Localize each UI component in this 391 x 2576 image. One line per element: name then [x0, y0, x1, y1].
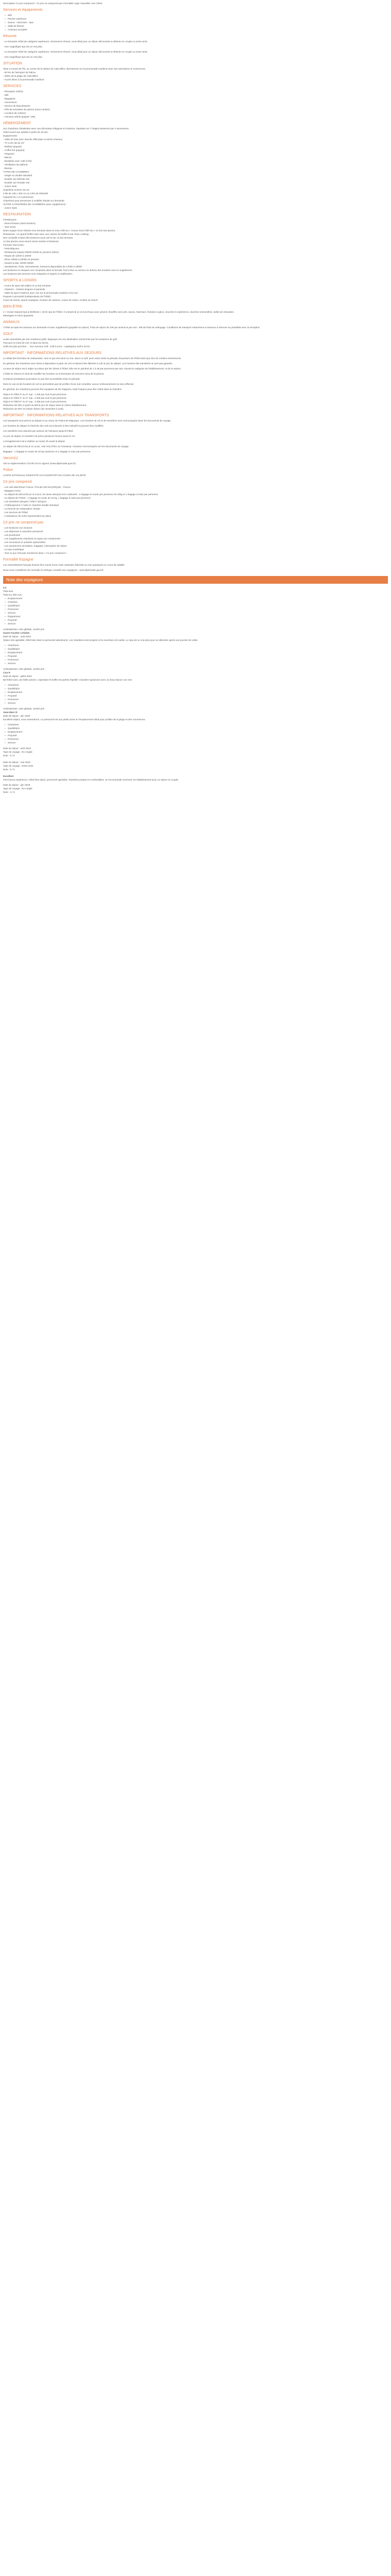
reviews-header-bar: Note des voyageurs	[3, 576, 388, 584]
important1-price: Séjour en hôtel 3* ou 3* sup : 1,10€ par nuit et par personne.	[3, 393, 67, 396]
golf-line: Golfs les plus proches : - Son Servera Golf : Golf à 5 km - Capdepera Golf à 10 km	[3, 345, 90, 348]
necomprend-line: - Les excursions et activités optionnelles	[3, 541, 46, 544]
situation-line: Situé à l'ouest de l'île, au centre de la station de Cala Millor, directement sur la promenade maritime avec ses animations et commerces.	[3, 67, 146, 70]
review-meta: Ambivalentes, note globale, verdict pris	[3, 628, 44, 631]
review-rating: ▪ Service	[8, 701, 388, 705]
hebergement-line: AUTRE CATEGORIES DE CHAMBRES (avec supplément) :	[3, 203, 67, 206]
review-text: Séjour très agréable, hôtel bien situé et personnel attentionné. Les chambres sont propres et la nourriture est variée. Le spa est un vrai plus pour se détendre après une journée de visite.	[3, 639, 198, 641]
comprend-line: - Bagages inclus	[3, 489, 21, 492]
hebergement-line: - Junior Suite	[3, 207, 18, 209]
services2-line: - Réception 24h/24	[3, 90, 23, 93]
review-footer-type: Type de voyage : En couple	[3, 751, 32, 753]
necomprend-line: - Tout ce qui n'est pas mentionné dans « Ce prix comprend »	[3, 552, 67, 554]
review-rating: ▪ Service	[8, 662, 388, 665]
important2-para: Le jour du départ, le transfert est prévu plusieurs heures avant le vol.	[3, 435, 75, 437]
restauration-line: - Restaurant (repas) 09h00-22h00 en pension (dîner)	[3, 251, 59, 253]
page	[0, 0, 391, 794]
important1-price: Séjour en hôtel 5* ou 5* sup : 4,40€ par nuit et par personne.	[3, 400, 67, 403]
review-rating: ▪ Propreté	[8, 694, 388, 698]
important2-para: Les transports sont prévus au départ et au retour de Palma de Majorque. Les horaires de vol et de transferts sont communiqués dans les documents de voyage.	[3, 419, 172, 422]
sports-title: SPORTS & LOISIRS	[3, 279, 37, 282]
review-footer-date: Date du séjour : juin 2019	[3, 784, 30, 786]
important1-para: En général, les chambres sont mises à disposition à partir de 14h et doivent être libérées à 12h le jour du départ. Les horaires des transferts ne sont pas garantis.	[3, 362, 173, 365]
services2-line: - Prêt de serviettes de piscine (sous caution)	[3, 108, 50, 111]
important1-para: Dans le cas où les horaires de vol ne permettent pas de profiter d'une nuit complète, aucun remboursement ne sera effectué.	[3, 383, 135, 385]
restauration-line: Au bar piscine vous seront servis snacks et boissons.	[3, 240, 59, 243]
necomprend-title: Ce prix ne comprend pas	[3, 521, 44, 524]
review-rating: ▪ Qualité/prix	[8, 687, 388, 690]
services2-line: - Location de voitures	[3, 112, 26, 114]
review-rating: ▪ Personnel	[8, 658, 388, 662]
review-rating: ▪ Chambres	[8, 723, 388, 726]
criteria-item: ▪ Propreté	[8, 618, 388, 622]
police-text: CARTE NATIONALE D'IDENTITÉ OU PASSEPORT EN COURS DE VALIDITÉ	[3, 474, 86, 477]
services-item: ▪ Piscine extérieure	[8, 17, 388, 21]
police-title: Police	[3, 468, 13, 472]
sports-line: - Solarium : chaises longues et parasols	[3, 288, 45, 291]
reviews-criteria	[3, 597, 388, 625]
review-card	[3, 628, 388, 665]
hebergement-line: - Peignoirs	[3, 152, 14, 155]
services-item: ▪ Wifi	[8, 13, 388, 17]
sports-line: Payants à proximité (indépendants de l'hôtel) :	[3, 295, 52, 298]
review-rating: ▪ Emplacement	[8, 690, 388, 694]
review-card	[3, 707, 388, 744]
services2-line: - Animaux admis (payant: 10€)	[3, 115, 36, 118]
restauration-title: RESTAURATION	[3, 213, 31, 216]
vaccins-title: Vaccin(s)	[3, 456, 18, 460]
important2-para: L'enregistrement est à réaliser au moins 2h avant le départ.	[3, 440, 66, 443]
review-footer-note: Note : 5 / 5	[3, 754, 15, 757]
formalite-para: Nous vous conseillons de consulter la rubrique conseils aux voyageurs : www.diplomatie.gouv.fr	[3, 569, 104, 571]
comprend-line: - L'assistance de notre représentant sur place	[3, 515, 52, 517]
review-footer-type: Type de voyage : Entre amis	[3, 765, 34, 767]
reviews-count: Total avis	[3, 590, 13, 592]
important1-para: La taxe de séjour est à régler sur place par les clients à l'hôtel. Elle est en général de 1 à 4€ par personne par nuit, suivant la catégorie de l'établissement, et de la saison.	[3, 367, 182, 370]
restauration-line: - Petit-déjeuner	[3, 247, 20, 250]
services-item: ▪ Animaux acceptés	[8, 28, 388, 31]
review-author: Lisa P.	[3, 671, 11, 674]
restauration-line: Notre équipe d'une histoire d'un terrasse dans la zone chill-out « Ocean Soul Chill Out » et d'un bar piscine.	[3, 229, 116, 232]
services-title: Services et équipements	[3, 8, 43, 12]
hebergement-line: Hôtel ouvert aux adultes à partir de 18 ans.	[3, 131, 48, 133]
situation-line: - 250m de la plage de Cala Millor	[3, 75, 38, 77]
important2-title: IMPORTANT - INFORMATIONS RELATIVES AUX TRANSPORTS	[3, 414, 109, 417]
review-rating: ▪ Qualité/prix	[8, 647, 388, 651]
important1-price: Réduction de 50% en basse saison (de novembre à avril).	[3, 408, 64, 410]
review-rating: ▪ Propreté	[8, 734, 388, 737]
review-rating: ▪ Emplacement	[8, 730, 388, 734]
resume-title: Résumé	[3, 35, 17, 38]
hebergement-line: TYPES DE CHAMBRES :	[3, 171, 30, 173]
restauration-line: - Demi-Pension (sans boisson)	[3, 222, 36, 225]
review-footer-date: Date du séjour : mai 2019	[3, 761, 30, 764]
important1-para: En général, les chambres peuvent être équipées de lits d'appoint, mais l'espace peut être réduit dans la chambre.	[3, 388, 122, 391]
hebergement-line: - Junior suite	[3, 185, 17, 188]
services-item: ▪ Sauna - Hammam - Spa	[8, 21, 388, 24]
hebergement-line: - Salle de bain avec douche effet pluie et sèche-cheveux	[3, 138, 63, 141]
hebergement-line: - Double vue latérale mer	[3, 178, 30, 180]
review-rating: ▪ Chambres	[8, 683, 388, 687]
vaccins-text: Voir la réglementation COVID-19 en vigueur (www.diplomatie.gouv.fr)	[3, 462, 76, 465]
services2-line: - Bagagerie	[3, 97, 15, 100]
comprend-line: - Les services de l'hôtel	[3, 511, 28, 514]
restauration-line: Les boissons des services sont indiquées et signés à modification.	[3, 273, 73, 275]
services2-line: - Ascenseurs	[3, 101, 17, 104]
review-ratings	[3, 683, 388, 705]
review-ratings	[3, 723, 388, 744]
review-date: Date de séjour : juillet 2022	[3, 675, 32, 677]
services-item: ▪ Salle de fitness	[8, 24, 388, 28]
resume-para: - Son magnifique spa est un vrai plus.	[3, 45, 43, 48]
comprend-line: - Les vols aller/retour France / PALMA DE MAJORQUE - France	[3, 486, 71, 488]
restauration-line: Restaurant : Un grand buffet varié avec une cuisine de buffet à tout choix cooking.	[3, 233, 89, 235]
sports-line: Cours de tennis, sports nautiques, location de voitures, Caves de Hams, Grottes du Drach.	[3, 299, 99, 301]
situation-title: SITUATION	[3, 62, 22, 65]
hebergement-line: - Minibar (payant)	[3, 145, 22, 148]
animaux-title: ANIMAUX	[3, 320, 20, 324]
reviews-score: 4,2	[3, 586, 7, 589]
review-rating: ▪ Chambres	[8, 643, 388, 647]
review-rating: ▪ Emplacement	[8, 651, 388, 654]
comprend-line: - La formule de restauration choisie	[3, 507, 41, 510]
hebergement-line: Superficie environ 25 m2	[3, 189, 29, 191]
hebergement-line: - TV LCD HD de 43"	[3, 142, 25, 144]
hebergement-line: Equipements :	[3, 134, 19, 137]
important1-price: Séjour en hôtel 4* ou 4* sup : 2,20€ par nuit et par personne.	[3, 397, 67, 399]
hebergement-line: 214 chambres climatisées avec une décoration élégante et moderne, réparties sur 7 étages desservis par 2 ascenseurs.	[3, 127, 129, 130]
review-card	[3, 667, 388, 705]
review-footer-date: Date du séjour : avril 2019	[3, 747, 31, 750]
review-meta: Ambivalentes, note globale, verdict pris	[3, 707, 44, 710]
review-footer-note: Note : 5 / 5	[3, 768, 15, 771]
resume-para: - Le Domaine Hôtel de catégorie supérieure, récemment rénové, vous idéal pour un séjour découverte & détente en couple ou entre amis.	[3, 40, 148, 43]
necomprend-line: - Les assurances annulation, bagages, interruption de séjour	[3, 545, 67, 547]
services2-line: - Service de blanchisserie	[3, 105, 30, 107]
formalite-title: Formalité Espagne	[3, 558, 34, 562]
services2-title: SERVICES	[3, 84, 22, 88]
hebergement-line: Capacité de 1 à 2 personnes	[3, 196, 34, 198]
necomprend-line: - La taxe touristique	[3, 548, 24, 551]
hebergement-title: HÉBERGEMENT	[3, 122, 31, 125]
hebergement-line: - Single ou double standard	[3, 174, 32, 177]
review-date: Date de séjour : août 2022	[3, 635, 31, 638]
hebergement-line: - Bureau	[3, 167, 12, 170]
restauration-line: FORMULES :	[3, 218, 18, 221]
comprend-line: - Au départ de DEAUVILLE et LILLE, les taxes aéroport et le carburant : 1 bagage en soute par personne de 20kg et 1 bagage à main par personne	[3, 493, 158, 496]
comprend-line: - Les transferts aéroport / hôtel / aéroport	[3, 500, 46, 503]
hebergement-line: - Balcon	[3, 156, 12, 159]
criteria-item: ▪ Personnel	[8, 607, 388, 611]
review-rating: ▪ Service	[8, 741, 388, 744]
criteria-item: ▪ Service	[8, 611, 388, 615]
criteria-item: ▪ Équipement	[8, 615, 388, 618]
criteria-item: ▪ Chambre	[8, 600, 388, 604]
golf-line: Parcours en bord de mer et dans les terres.	[3, 342, 49, 344]
bienetre-line: L'« Ocean Natural Spa & Wellness » est le spa de l'hôtel. Il comprend un circuit d'eaux avec piscine chauffée avec jets, sauna, hammam, fontaine à glace, douches à expérience, douches sensorielles, salles de relaxation.	[3, 311, 235, 313]
important2-para: Les horaires de départ et d'arrivée des vols sont donnés à titre indicatif et peuvent être modifiés.	[3, 425, 104, 427]
intro-text: Description Ce prix comprend : Ce prix ne comprend pas Formalité Logis Vaucelles Avis Client	[3, 2, 103, 5]
restauration-line: Formule Tout inclus :	[3, 244, 25, 246]
golf-title: GOLF	[3, 332, 13, 336]
review-rating: ▪ Personnel	[8, 737, 388, 741]
restauration-line: - Dîner 19h00 à 22h00 en pension	[3, 258, 39, 261]
important2-para: Les transferts sont assurés par autocar de l'aéroport jusqu'à l'hôtel.	[3, 430, 74, 432]
hebergement-line: 2 lits de 135 x 200 cm ou 2 lits de 200x200	[3, 192, 48, 195]
review-footer-type: Type de voyage : En couple	[3, 787, 32, 790]
review-author: Guest Traveler 4 étoiles	[3, 632, 30, 634]
formalite-para: Les ressortissants français doivent être munis d'une carte nationale d'identité ou d'un passeport en cours de validité.	[3, 564, 125, 566]
review-date: Date de séjour : juin 2022	[3, 715, 30, 717]
restauration-line: Des cocktails et Bars dès boissons sous ciel et sur un bar terrasse.	[3, 236, 74, 239]
restauration-line: - Tout inclus	[3, 226, 16, 228]
situation-line: - 60 km de l'aéroport de Palma	[3, 71, 36, 74]
hebergement-line: - Double vue frontale mer	[3, 181, 30, 184]
restauration-line: - Sandwiches, fruits, viennoiseries, boissons disponibles de 17h00 à 19h00	[3, 265, 82, 268]
important1-para: Le détail des formules de restauration, tout ce qui est inclus ou non, dans un tarif, peut varier selon la période d'ouverture de l'hôtel ainsi que lors de certains événements.	[3, 357, 182, 360]
reviews-total: Total sur 360 Avis	[3, 594, 22, 596]
bienetre-line: Massages et soins (payants)	[3, 314, 34, 317]
review-rating: ▪ Qualité/prix	[8, 726, 388, 730]
situation-line: - Accès direct à la promenade maritime	[3, 78, 44, 81]
services2-line: - Wifi	[3, 94, 9, 96]
sports-line: - Cours de sport des tables et un bar terrasse	[3, 284, 51, 287]
review-footer	[3, 747, 388, 794]
bienetre-title: BIEN-ÊTRE	[3, 305, 23, 309]
golf-line: Aussi caractérisé par ses nombreux golfs, Majorque est une destination recherchée par les amateurs de golf.	[3, 338, 118, 341]
restauration-line: Les boissons et marques non comprises dans la formule Tout inclus ou service en dehors des horaires sont en supplément.	[3, 269, 133, 272]
comprend-line: - Au départ de PARIS : 1 bagage en soute de 23 kg, 1 bagage à main par personne	[3, 497, 91, 499]
criteria-item: ▪ Emplacement	[8, 597, 388, 600]
restauration-line: - Snacks & Bar 12h00-23h00	[3, 262, 34, 264]
animaux-line: L'hôtel accepte les animaux sur demande et avec supplément (payable sur place). Frais de séjour de 10€ par animal et par nuit - 20€ de frais de nettoyage. Conditions de transport notamment et animaux à réserver au préalable avec la réception.	[3, 326, 260, 329]
necomprend-line: - Les pourboires	[3, 534, 21, 536]
resume-para: - Son magnifique spa est un vrai plus.	[3, 56, 43, 58]
comprend-line: - L'hébergement 7 nuits en chambre double standard	[3, 504, 59, 506]
review-rating: ▪ Propreté	[8, 654, 388, 658]
review-author: Jean-Marc R.	[3, 711, 18, 714]
important1-title: IMPORTANT - INFORMATIONS RELATIVES AUX SEJOURS	[3, 351, 102, 355]
services-list	[3, 13, 388, 31]
necomprend-line: - Les dépenses à caractère personnel	[3, 530, 43, 533]
review-ratings	[3, 643, 388, 665]
important1-para: L'hôtel se réserve le droit de modifier les horaires ou la fermeture de services et/ou de la piscine.	[3, 372, 105, 375]
important2-para: Au départ de DEAUVILLE et LILLE, vols VOLOTEA ou Transavia. Horaires communiqués sur les documents de voyage.	[3, 445, 129, 448]
important1-price: Réduction de 50% à partir du 9ème jour de séjour dans le même établissement.	[3, 404, 87, 406]
hebergement-line: Chambres pour personnes à mobilité réduite sur demande	[3, 199, 64, 202]
important1-para: Certaines prestations pourraient ne pas être accessibles selon la période.	[3, 378, 80, 380]
hebergement-line: - Coffre-fort (payant)	[3, 149, 25, 151]
necomprend-line: - Les suppléments chambres et repas non mentionnés	[3, 537, 60, 540]
criteria-item: ▪ Service	[8, 622, 388, 625]
review-excellent-text: Très bonne expérience. Hôtel bien placé, personnel agréable, chambres propres et confortables. Je recommande vivement cet établissement pour un séjour en couple.	[3, 778, 179, 781]
comprend-title: Ce prix comprend	[3, 480, 32, 484]
resume-para: - Le Domaine Hôtel de catégorie supérieure, récemment rénové, vous idéal pour un séjour découverte & détente en couple ou entre amis.	[3, 50, 148, 53]
review-excellent-title: Excellent	[3, 775, 14, 777]
review-meta: Ambivalentes, note globale, verdict pris	[3, 668, 44, 670]
important2-para: Bagages : 1 bagage en soute de 20 kg maximum et 1 bagage à main par personne.	[3, 450, 91, 453]
restauration-line: - Repas de 12h00 à 15h00	[3, 255, 31, 257]
hebergement-line: - Ventilateur de plafond	[3, 163, 28, 166]
review-footer-note: Note : 4 / 5	[3, 791, 15, 793]
necomprend-line: - Les boissons non incluses	[3, 527, 32, 529]
review-text: Excellent séjour, nous reviendrons. Le personnel est aux petits soins et l'emplacement idéal pour profiter de la plage et des commerces.	[3, 718, 146, 721]
review-text: Bel hôtel avec une belle piscine, cependant le buffet est parfois répétitif. Chambre spacieuse avec un beau balcon vue mer.	[3, 679, 133, 681]
sports-line: - Salle de sport moderne avec vue sur la promenade maritime et la mer.	[3, 292, 79, 294]
review-rating: ▪ Personnel	[8, 698, 388, 701]
criteria-item: ▪ Qualité/prix	[8, 604, 388, 607]
hebergement-line: - Bouilloire avec café et thé	[3, 160, 32, 162]
